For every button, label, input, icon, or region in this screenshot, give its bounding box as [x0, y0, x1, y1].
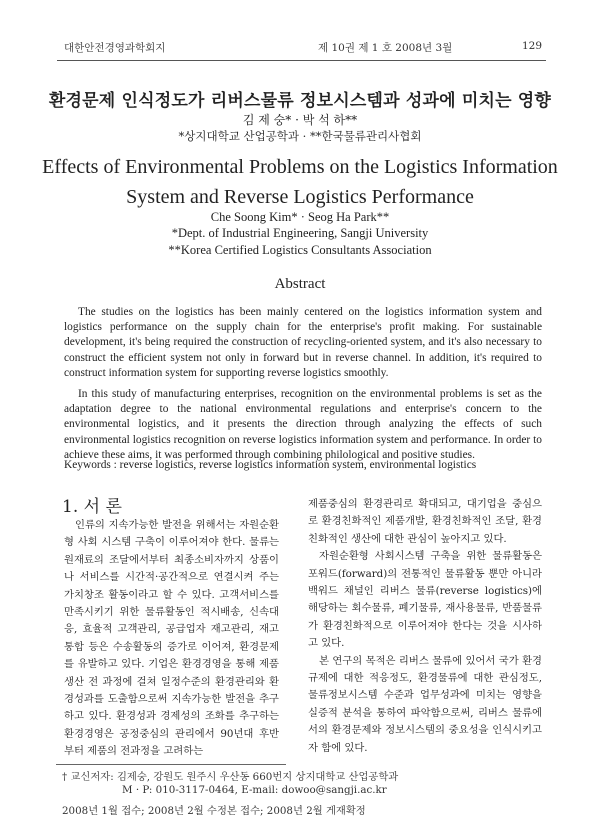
english-affiliation-2: **Korea Certified Logistics Consultants Association: [168, 243, 432, 257]
english-title-line-2: System and Reverse Logistics Performance: [126, 186, 474, 208]
keywords: Keywords : reverse logistics, reverse logistics information system, environmental logistics: [64, 459, 477, 471]
footnote-rule: [56, 764, 286, 765]
abstract-body: [64, 305, 542, 463]
footnote-contact: M · P: 010-3117-0464, E-mail: dowoo@sangji.ac.kr: [122, 784, 387, 796]
running-header-page-number: 129: [521, 40, 542, 52]
abstract-paragraph-2: In this study of manufacturing enterprises, recognition on the environmental problems is set as the adaptation degree to the national environmental regulations and enterprise's concern to the environmental logistics, and it presents the direction through analyzing the effects of such environmental logistics recognition on reverse logistics information system and performance. In order to achieve these aims, it was performed through combining philological and positive studies.: [64, 388, 542, 461]
english-title-line-1: Effects of Environmental Problems on the Logistics Information: [42, 156, 558, 178]
running-header-issue: 제 10권 제 1 호 2008년 3월: [318, 42, 453, 54]
korean-authors: 김 제 숭* · 박 석 하**: [242, 113, 358, 127]
korean-title: 환경문제 인식정도가 리버스물류 정보시스템과 성과에 미치는 영향: [48, 91, 552, 111]
left-column: [64, 517, 279, 761]
intro-paragraph-2: 자원순환형 사회시스템 구축을 위한 물류활동은 포워드(forward)의 전통적인 물류활동 뿐만 아니라 백워드 채널인 리버스 물류(reverse logistics)에 해당하는 회수물류, 폐기물류, 재사용물류, 반품물류가 환경친화적으로 이루어져야 한다는 것을 시사하고 있다.: [308, 550, 542, 650]
right-column: [308, 496, 542, 757]
english-authors: Che Soong Kim* · Seog Ha Park**: [210, 210, 390, 224]
footnote-corresponding-author: † 교신저자: 김제숭, 강원도 원주시 우산동 660번지 상지대학교 산업공학과: [62, 771, 399, 783]
section-heading-introduction: 1. 서 론: [62, 497, 122, 517]
korean-affiliations: *상지대학교 산업공학과 · **한국물류관리사협회: [178, 129, 422, 143]
english-affiliation-1: *Dept. of Industrial Engineering, Sangji University: [171, 226, 429, 240]
intro-paragraph-continued: 제품중심의 환경관리로 확대되고, 대기업을 중심으로 환경친화적인 제품개발, 환경친화적인 조달, 환경친화적인 생산에 대한 관심이 높아지고 있다.: [308, 498, 542, 545]
english-title: [0, 152, 600, 212]
abstract-heading: Abstract: [274, 276, 326, 292]
footnote-dates: 2008년 1월 접수; 2008년 2월 수정본 접수; 2008년 2월 게재확정: [62, 805, 366, 817]
intro-paragraph-3: 본 연구의 목적은 리버스 물류에 있어서 국가 환경규제에 대한 적응정도, 환경물류에 대한 관심정도, 물류정보시스템 수준과 업무성과에 미치는 영향을 실증적 분석을 통하여 파악함으로써, 리버스 물류에서의 환경문제와 정보시스템의 중요성을 인식시키고자 함에 있다.: [308, 654, 542, 754]
running-header-journal: 대한안전경영과학회지: [64, 42, 166, 54]
header-rule: [57, 60, 546, 61]
intro-paragraph-1: 인류의 지속가능한 발전을 위해서는 자원순환형 사회 시스템 구축이 이루어져야 한다. 물류는 원재료의 조달에서부터 최종소비자까지 상품이나 서비스를 시간적·공간적으로 연결시켜 주는 가치창조 활동이라고 할 수 있다. 고객서비스를 만족시키기 위한 물류활동인 적시배송, 신속대응, 효율적 고객관리, 공급업자 재고관리, 재고통합 등은 수송활동의 증가로 이어져, 환경문제를 유발하고 있다. 기업은 환경경영을 통해 제품생산 전 과정에 걸쳐 일정수준의 환경관리와 환경성과를 도출함으로써 지속가능한 발전을 추구하고 있다. 환경성과 경제성의 조화를 추구하는 환경경영은 공정중심의 관리에서 90년대 후반부터 제품의 전과정을 고려하는: [64, 519, 279, 758]
abstract-paragraph-1: The studies on the logistics has been mainly centered on the logistics information system and logistics performance on the supply chain for the enterprise's profit making. For sustainable development, it's being required the construction of recycling-oriented system, and it's also necessary to construct the efficient system not only in forward but in reverse channel. In addition, it's required to construct information system for supporting reverse logistics smoothly.: [64, 306, 542, 379]
